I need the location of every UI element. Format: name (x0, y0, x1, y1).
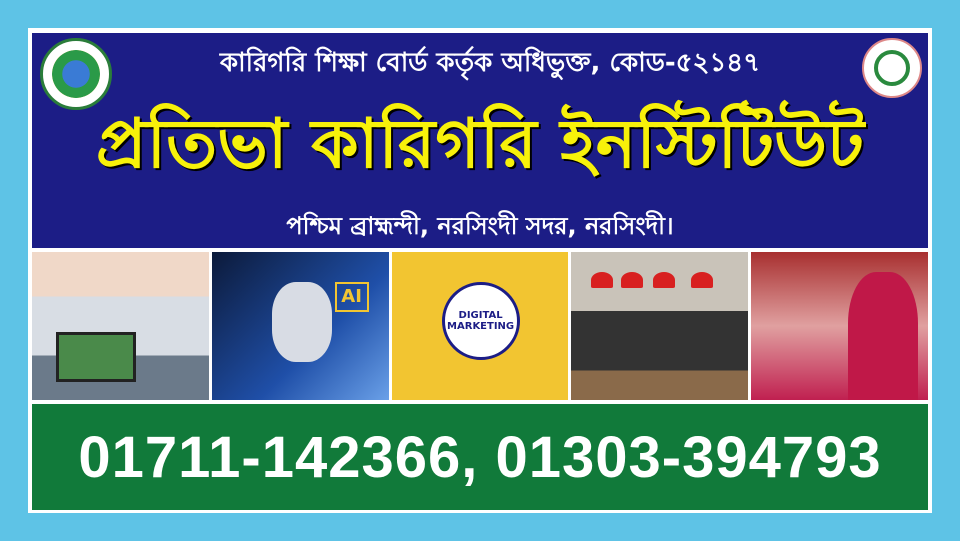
ai-label: AI (335, 282, 369, 312)
board-seal-logo (862, 38, 922, 98)
phone-numbers: 01711-142366, 01303-394793 (78, 424, 882, 490)
logo-emblem-icon (52, 50, 100, 98)
seal-emblem-icon (874, 50, 910, 86)
helmet-icon (621, 272, 643, 288)
contact-panel (32, 404, 928, 510)
digital-marketing-label: DIGITAL MARKETING (442, 282, 520, 360)
ai-photo (212, 252, 389, 400)
helmet-icon (691, 272, 713, 288)
photo-strip (32, 252, 928, 400)
computer-lab-photo (32, 252, 209, 400)
robot-face-shape (272, 282, 332, 362)
helmet-icon (653, 272, 675, 288)
helmet-icon (591, 272, 613, 288)
electrical-workshop-photo (571, 252, 748, 400)
monitor-shape (56, 332, 136, 382)
institute-title: প্রতিভা কারিগরি ইনস্টিটিউট (95, 105, 865, 184)
beauty-parlour-photo (751, 252, 928, 400)
digital-marketing-photo (392, 252, 569, 400)
address-text: পশ্চিম ব্রাহ্মন্দী, নরসিংদী সদর, নরসিংদী। (286, 212, 674, 240)
affiliation-text: কারিগরি শিক্ষা বোর্ড কর্তৃক অধিভুক্ত, কোড-৫২১৪৭ (219, 48, 761, 78)
bride-figure-shape (848, 272, 918, 400)
